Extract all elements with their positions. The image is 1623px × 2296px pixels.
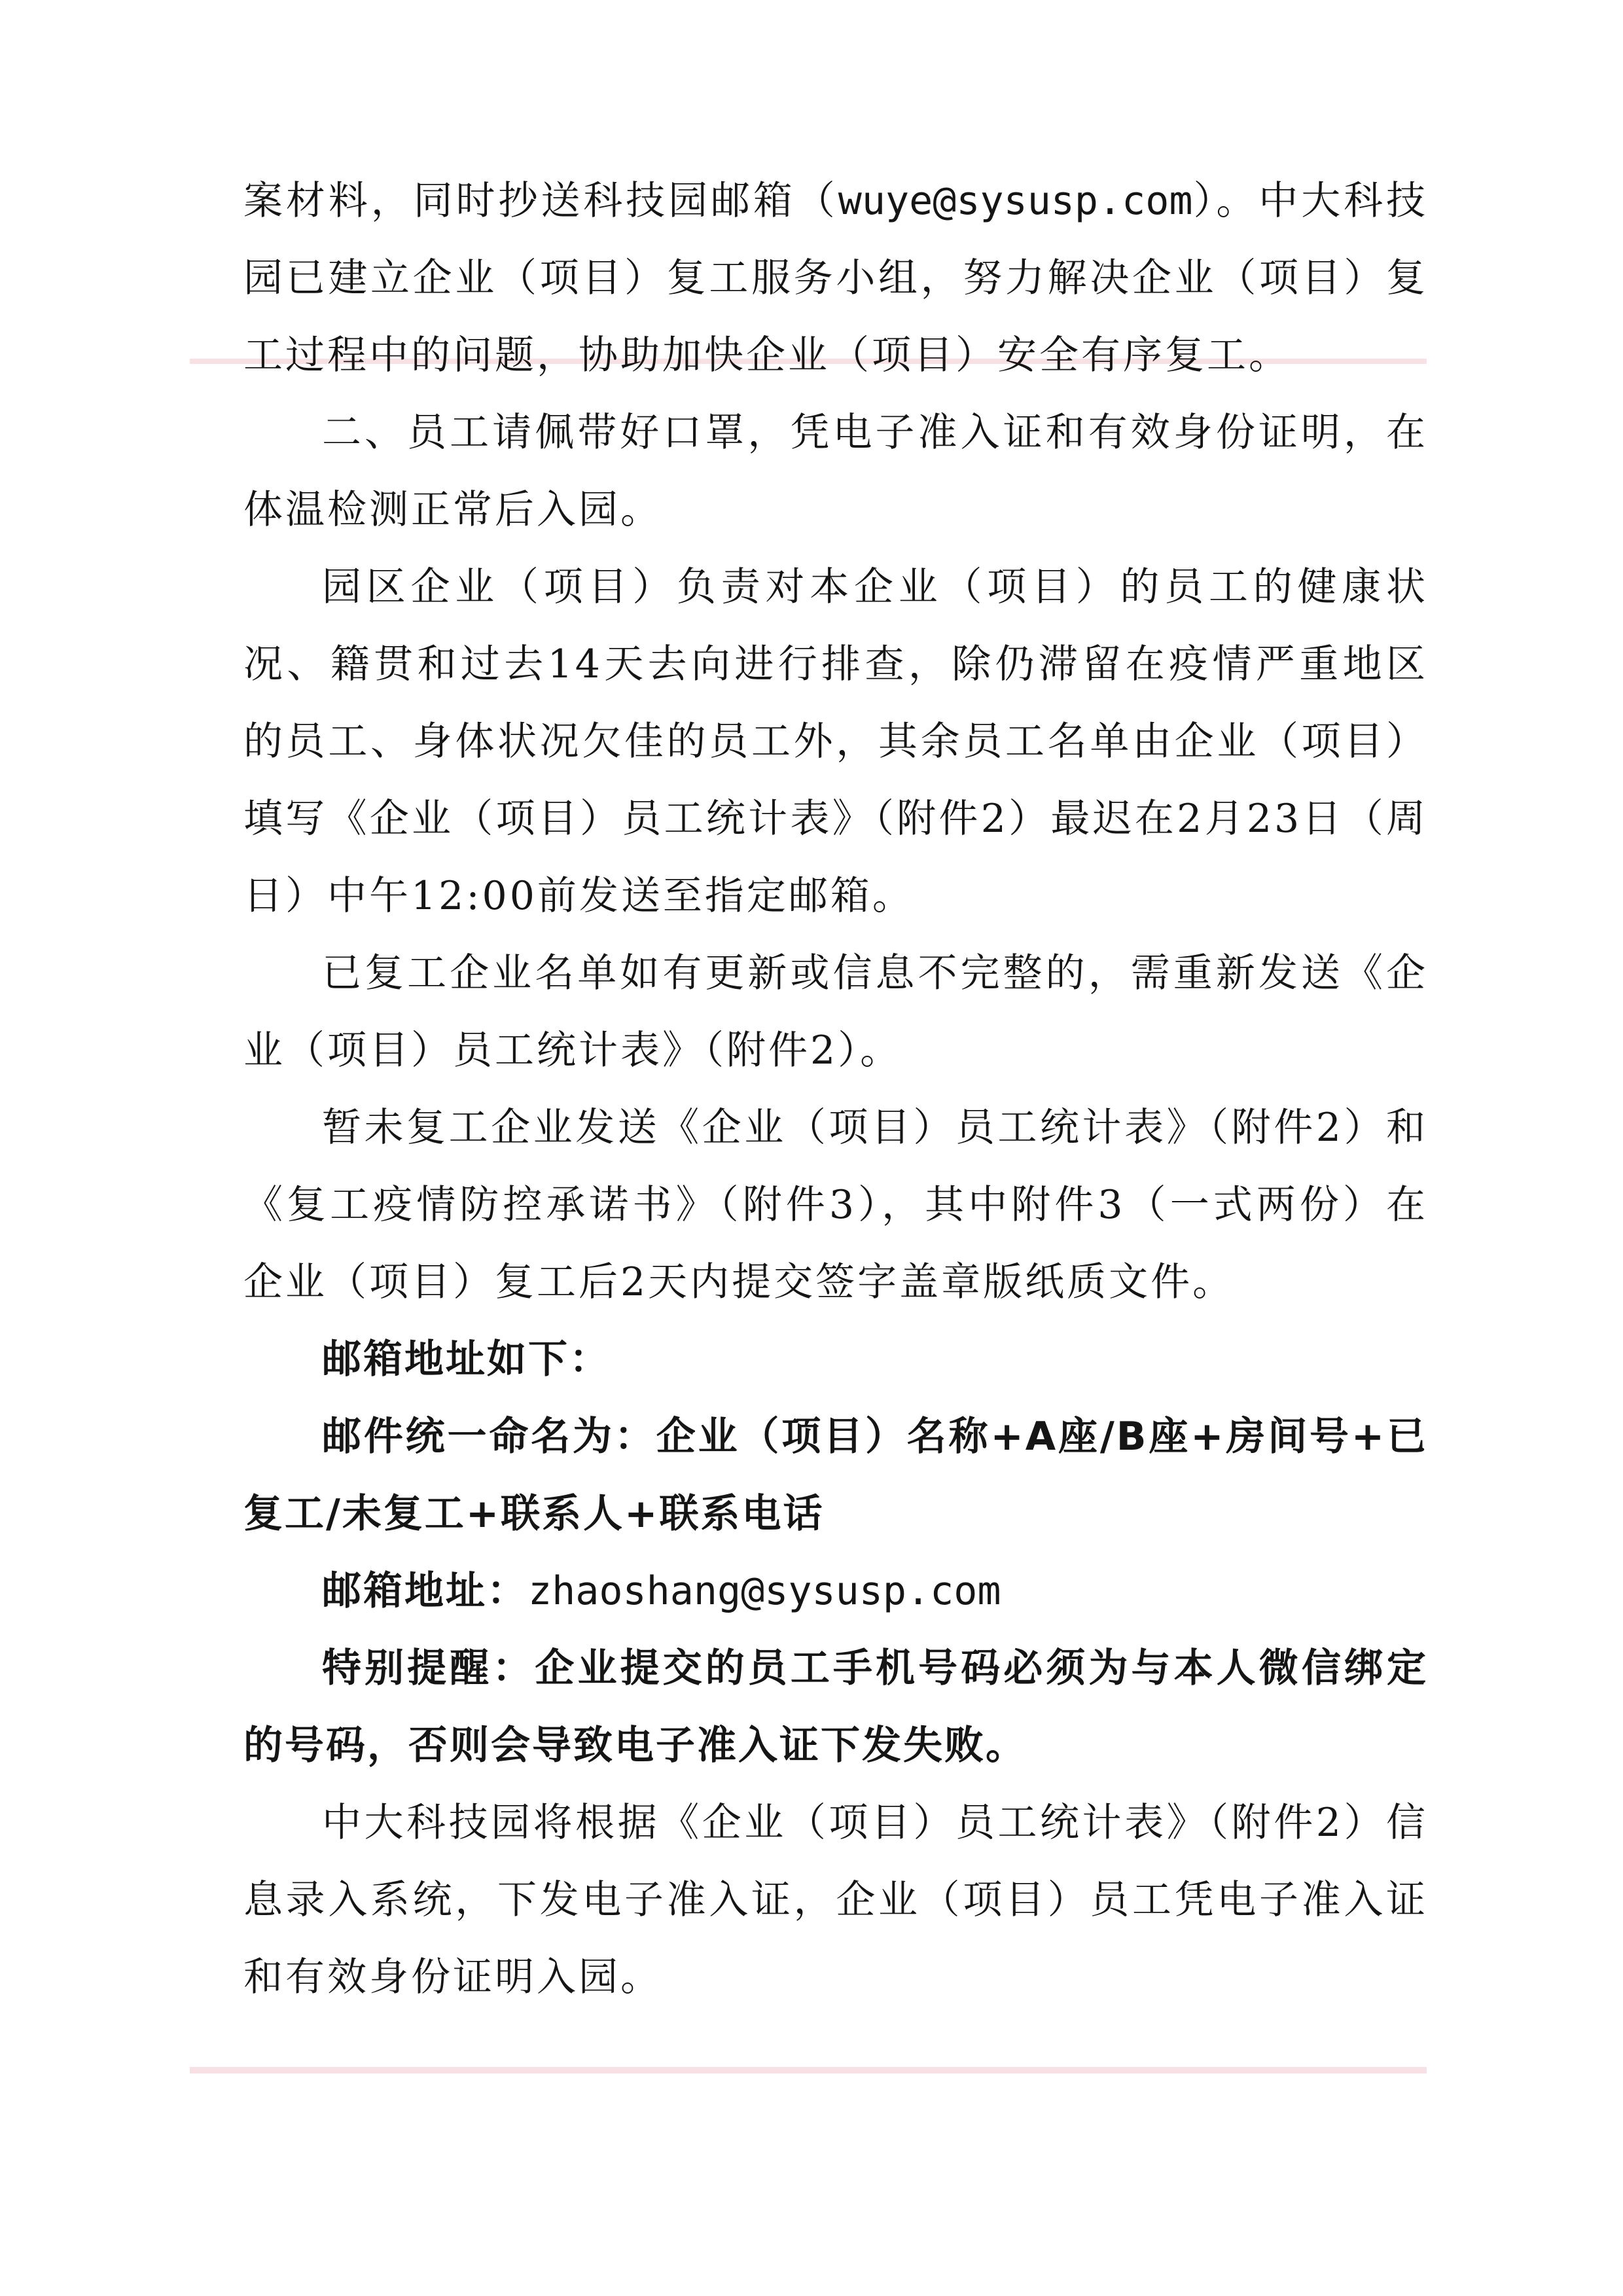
bleed-through-line — [190, 2067, 1427, 2073]
paragraph-text: ）。中大科技园已建立企业（项目）复工服务小组，努力解决企业（项目）复工过程中的问题，协助加快企业（项目）安全有序复工。 — [243, 178, 1429, 378]
paragraph-filing-materials — [243, 162, 1428, 394]
paragraph-special-reminder — [243, 1630, 1428, 1784]
paragraph-resend-update: 已复工企业名单如有更新或信息不完整的，需重新发送《企业（项目）员工统计表》（附件2）。 — [243, 950, 1428, 1073]
paragraph-email-address — [243, 1552, 1428, 1630]
paragraph-email-naming: 邮件统一命名为：企业（项目）名称+A座/B座+房间号+已复工/未复工+联系人+联系电话 — [243, 1414, 1428, 1537]
paragraph-email-heading: 邮箱地址如下： — [322, 1336, 611, 1382]
document-body — [243, 162, 1428, 2016]
paragraph-section-two: 二、员工请佩带好口罩，凭电子准入证和有效身份证明，在体温检测正常后入园。 — [243, 410, 1428, 533]
reminder-label: 特别提醒： — [322, 1645, 535, 1691]
email-address-wuye: wuye@sysusp.com — [838, 178, 1193, 224]
paragraph-pass-issuance: 中大科技园将根据《企业（项目）员工统计表》（附件2）信息录入系统，下发电子准入证，企业（项目）员工凭电子准入证和有效身份证明入园。 — [243, 1800, 1428, 2000]
email-label: 邮箱地址： — [322, 1568, 528, 1614]
paragraph-text: 案材料，同时抄送科技园邮箱（ — [243, 178, 838, 224]
reminder-text: 企业提交的员工手机号码必须为与本人微信绑定的号码，否则会导致电子准入证下发失败。 — [243, 1645, 1429, 1768]
email-address-zhaoshang: zhaoshang@sysusp.com — [528, 1568, 1001, 1614]
paragraph-employee-screening: 园区企业（项目）负责对本企业（项目）的员工的健康状况、籍贯和过去14天去向进行排查，除仍滞留在疫情严重地区的员工、身体状况欠佳的员工外，其余员工名单由企业（项目）填写《企业（项目）员工统计表》（附件2）最迟在2月23日（周日）中午12:00前发送至指定邮箱。 — [243, 564, 1428, 919]
paragraph-not-resumed: 暂未复工企业发送《企业（项目）员工统计表》（附件2）和《复工疫情防控承诺书》（附件3），其中附件3（一式两份）在企业（项目）复工后2天内提交签字盖章版纸质文件。 — [243, 1105, 1428, 1305]
